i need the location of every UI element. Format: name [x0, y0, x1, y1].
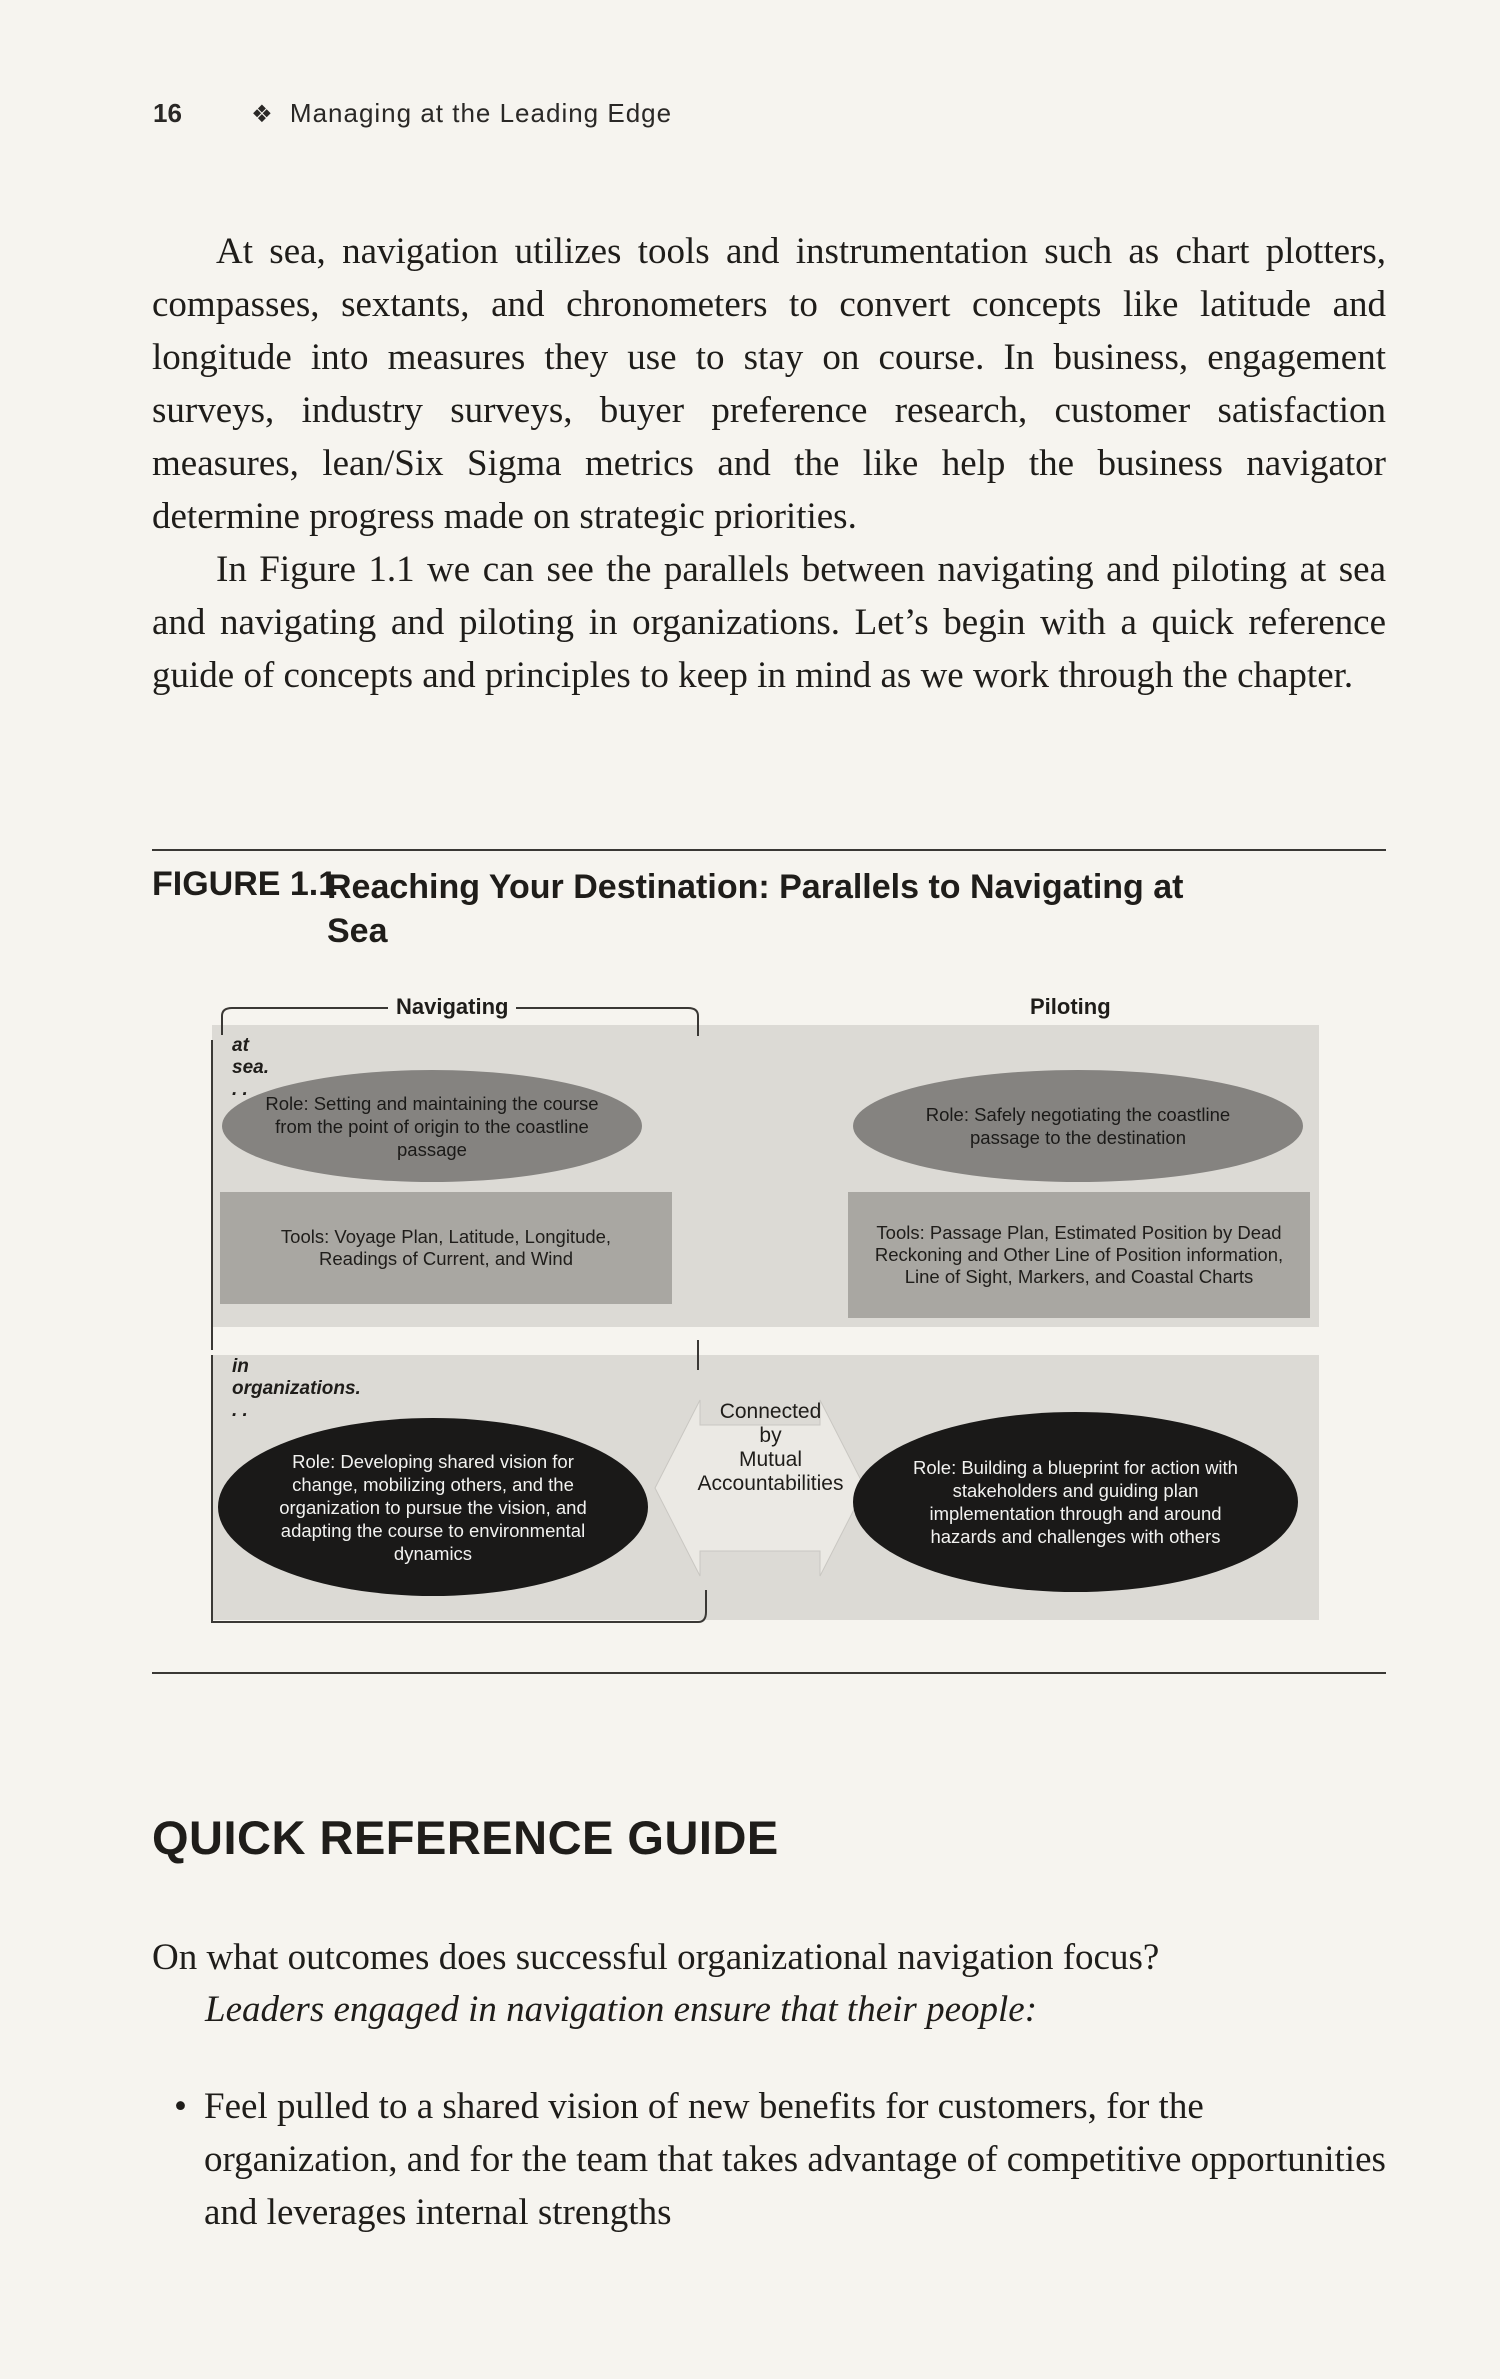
connector-line-4: Accountabilities	[697, 1472, 844, 1495]
guide-question	[152, 1932, 1386, 2036]
sea-piloting-role: Role: Safely negotiating the coastline passage to the destination	[853, 1070, 1303, 1182]
running-title: Managing at the Leading Edge	[289, 98, 673, 128]
sea-navigating-tools: Tools: Voyage Plan, Latitude, Longitude, Readings of Current, and Wind	[220, 1192, 672, 1304]
section-heading: QUICK REFERENCE GUIDE	[152, 1811, 779, 1864]
figure-label: FIGURE 1.1	[152, 865, 338, 903]
row-label-at-sea: at sea. . .	[232, 1035, 269, 1100]
column-label-piloting: Piloting	[1022, 994, 1119, 1020]
bullet-icon: •	[174, 2086, 187, 2127]
column-label-navigating: Navigating	[388, 994, 516, 1020]
bullet-text: Feel pulled to a shared vision of new benefits for customers, for the organization, and for the team that takes advantage of competitive opportunities and leverages internal strengths	[204, 2086, 1386, 2233]
paragraph-2: In Figure 1.1 we can see the parallels between navigating and piloting at sea and navigating and piloting in organizations. Let’s begin with a quick reference guide of concepts and principles to keep in mind as we work through the chapter.	[152, 549, 1386, 696]
figure-caption: Reaching Your Destination: Parallels to Navigating at Sea	[327, 868, 1184, 950]
connector-line-3: Mutual	[738, 1448, 803, 1471]
org-navigating-role: Role: Developing shared vision for change, mobilizing others, and the organization to pursue the vision, and adapting the course to environmental dynamics	[218, 1418, 648, 1596]
list-item	[174, 2080, 1386, 2239]
question-text: On what outcomes does successful organizational navigation focus?	[152, 1937, 1160, 1978]
paragraph-1: At sea, navigation utilizes tools and instrumentation such as chart plotters, compasses, sextants, and chronometers to convert concepts like latitude and longitude into measures they use to stay on course. In business, engagement surveys, industry surveys, buyer preference research, customer satisfaction measures, lean/Six Sigma metrics and the like help the business navigator determine progress made on strategic priorities.	[152, 231, 1386, 537]
row-label-in-organizations: in organizations. . .	[232, 1356, 361, 1421]
lead-text: Leaders engaged in navigation ensure that their people:	[205, 1989, 1038, 2030]
connector-text	[683, 1400, 858, 1496]
figure-bottom-rule	[152, 1672, 1386, 1674]
connector-line-1: Connected	[719, 1400, 822, 1423]
sea-piloting-tools: Tools: Passage Plan, Estimated Position by Dead Reckoning and Other Line of Position information, Line of Sight, Markers, and Coastal Charts	[848, 1192, 1310, 1318]
diamond-ornament-icon: ❖	[251, 101, 273, 128]
bullet-list	[174, 2080, 1386, 2239]
sea-navigating-role: Role: Setting and maintaining the course from the point of origin to the coastline passage	[222, 1070, 642, 1182]
org-piloting-role: Role: Building a blueprint for action with stakeholders and guiding plan implementation through and around hazards and challenges with others	[853, 1412, 1298, 1592]
connector-line-2: by	[759, 1424, 782, 1447]
page-number: 16	[153, 98, 182, 128]
